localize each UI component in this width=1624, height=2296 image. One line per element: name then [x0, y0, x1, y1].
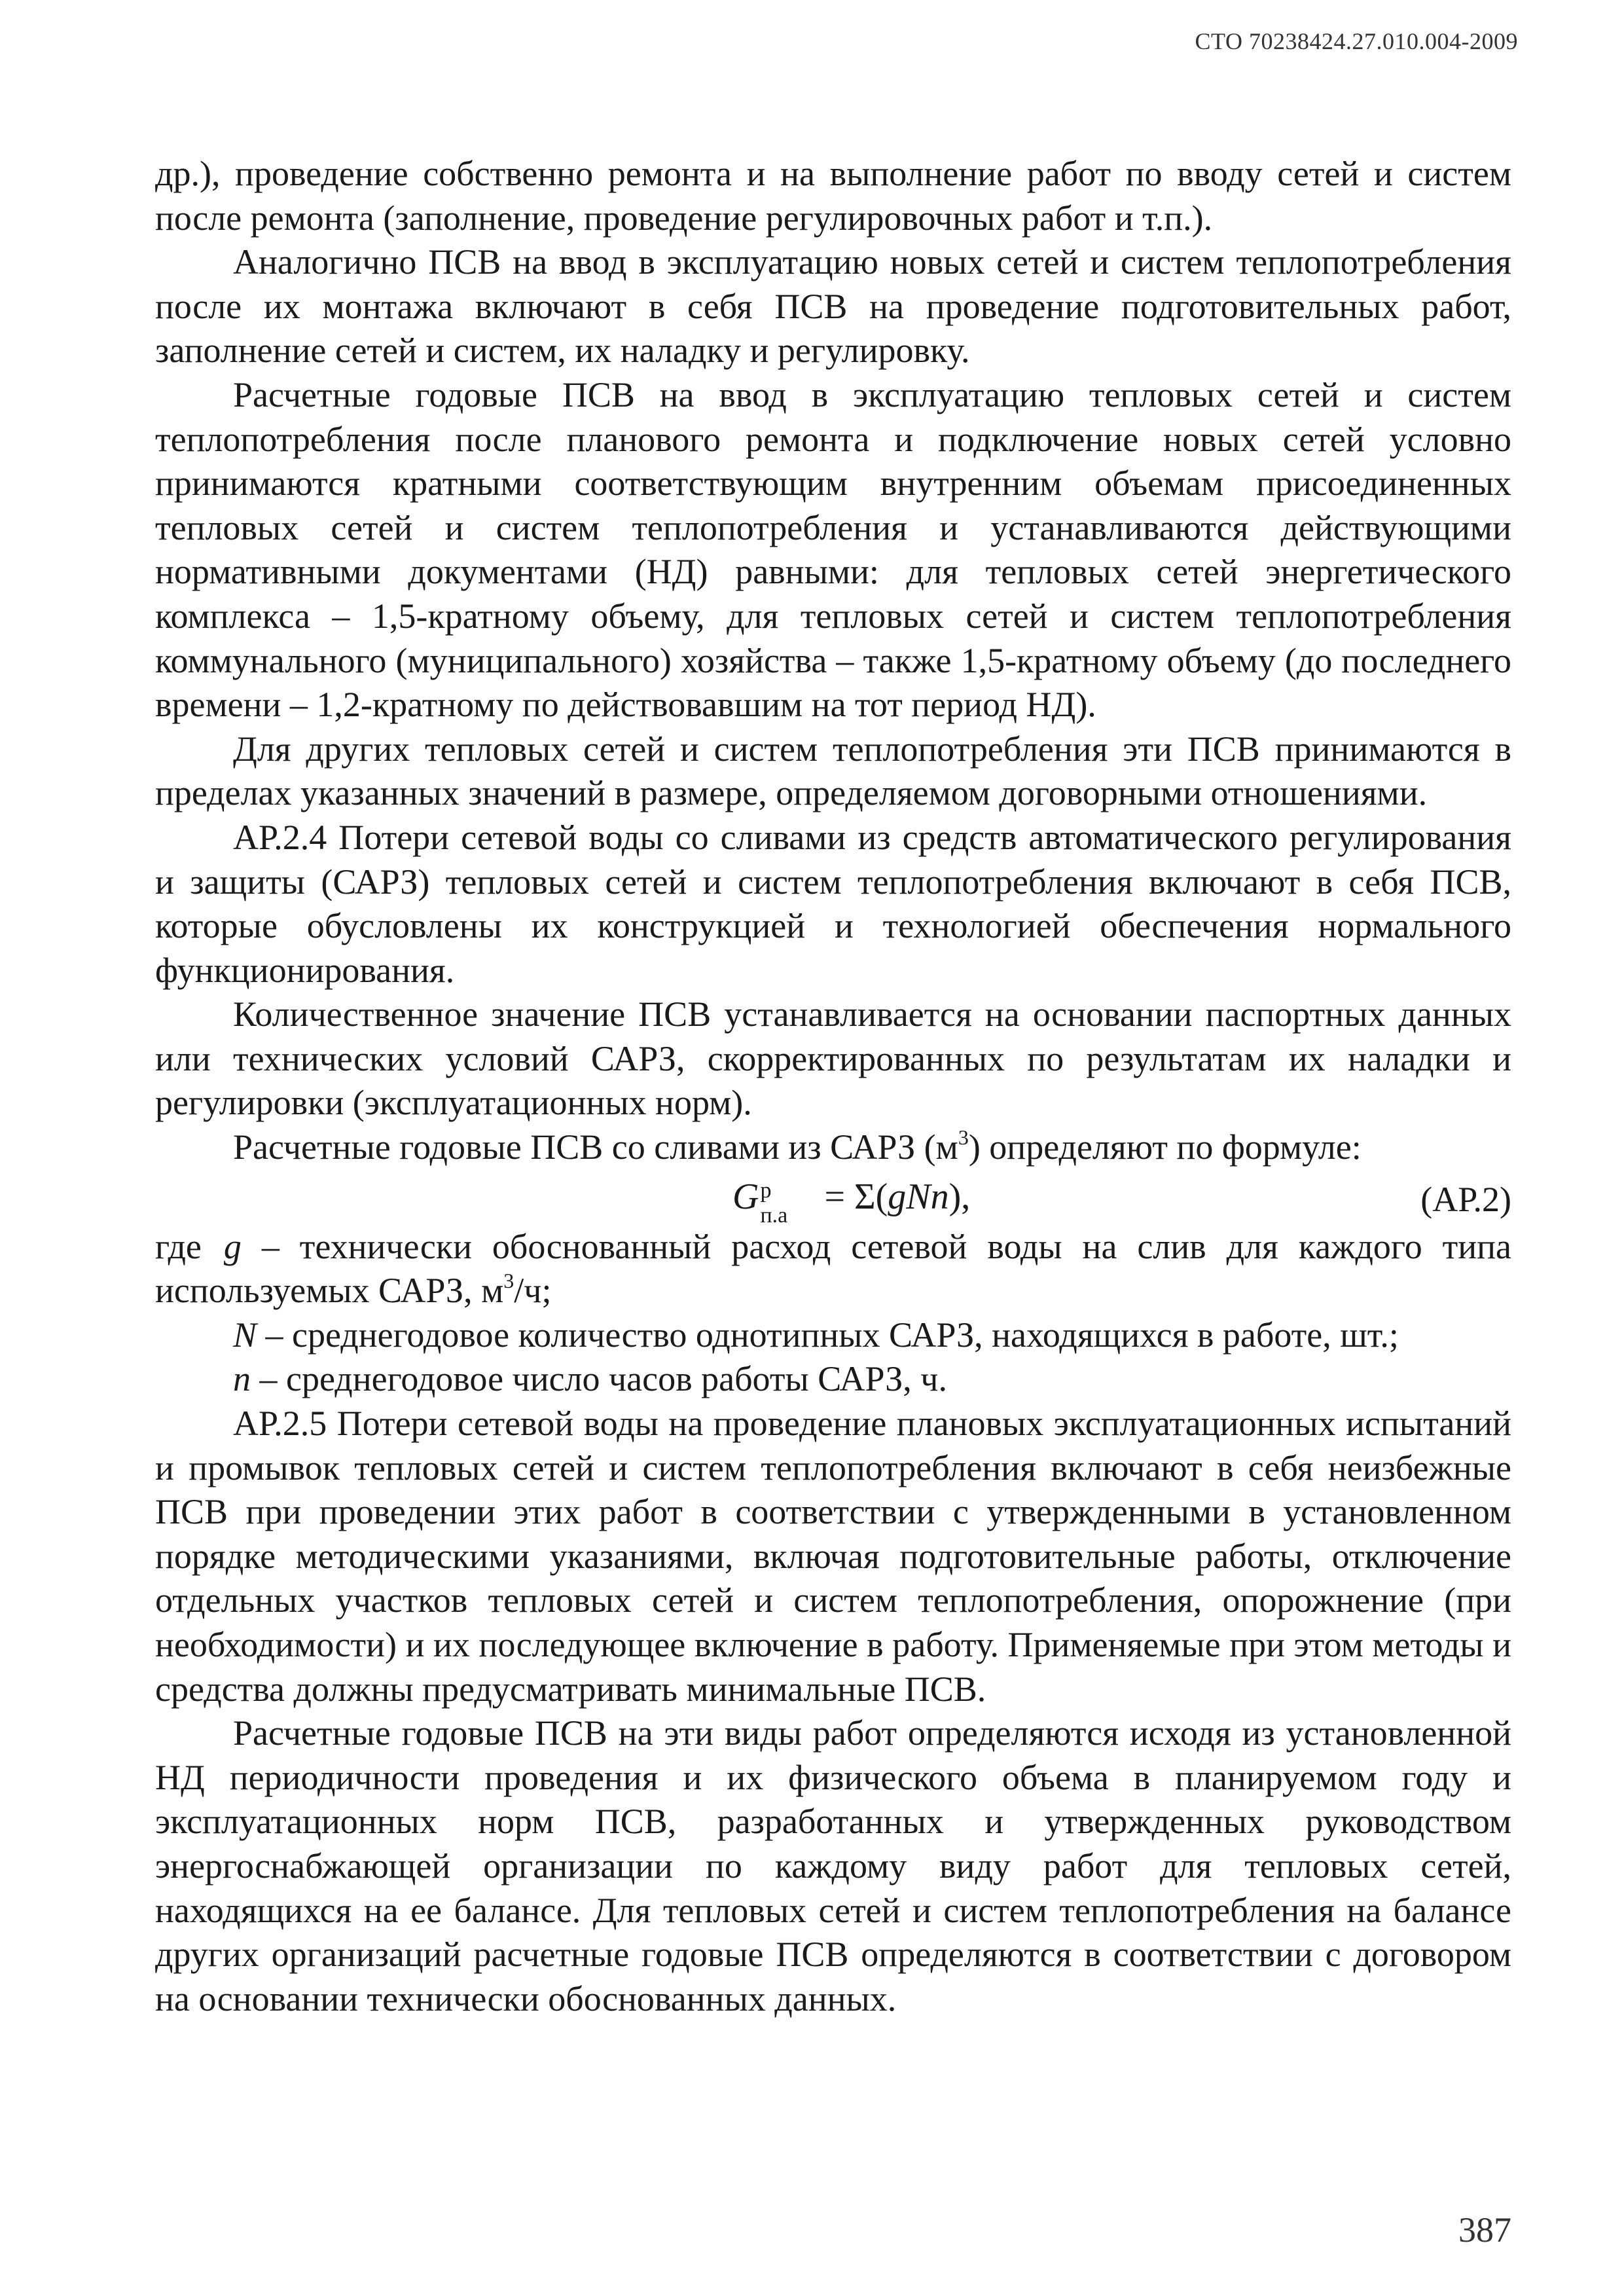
formula-intro-text: Расчетные годовые ПСВ со сливами из САРЗ (м	[233, 1127, 958, 1167]
page-body	[155, 152, 1511, 2021]
definition-g	[155, 1225, 1511, 1313]
paragraph: Для других тепловых сетей и систем теплопотребления эти ПСВ принимаются в пределах указанных значений в размере, определяемом договорными отношениями.	[155, 729, 1511, 813]
page-number: 387	[1458, 2210, 1511, 2250]
formula-subscript: п.а	[760, 1203, 788, 1228]
formula-ap2	[155, 1170, 1511, 1228]
definition-n	[155, 1357, 1511, 1402]
formula-rhs-vars: gNn	[888, 1176, 949, 1217]
formula-superscript: р	[760, 1178, 772, 1203]
where-label: где	[155, 1226, 202, 1266]
formula-intro	[155, 1125, 1511, 1170]
formula-lhs-symbol: G	[732, 1176, 759, 1217]
definition-N-text: – среднегодовое количество однотипных САРЗ, находящихся в работе, шт.;	[257, 1315, 1399, 1355]
formula-number: (АР.2)	[1420, 1179, 1511, 1219]
definition-n-text: – среднегодовое число часов работы САРЗ, ч.	[251, 1359, 947, 1399]
formula-rhs-suffix: ),	[948, 1176, 971, 1217]
paragraph: Расчетные годовые ПСВ на эти виды работ определяются исходя из установленной НД периодичности проведения и их физического объема в планируемом году и эксплуатационных норм ПСВ, разработанных и утвержденных руководством энергоснабжающей организации по каждому виду работ для тепловых сетей, находящихся на ее балансе. Для тепловых сетей и систем теплопотребления на балансе других организаций расчетные годовые ПСВ определяются в соответствии с договором на основании технически обоснованных данных.	[155, 1713, 1511, 2018]
symbol-g: g	[223, 1226, 242, 1266]
document-code: СТО 70238424.27.010.004-2009	[1195, 28, 1518, 54]
symbol-N: N	[233, 1315, 257, 1355]
definition-g-text: – технически обоснованный расход сетевой воды на слив для каждого типа используемых САРЗ, м	[155, 1226, 1511, 1311]
paragraph: Количественное значение ПСВ устанавливается на основании паспортных данных или технических условий САРЗ, скорректированных по результатам их наладки и регулировки (эксплуатационных норм).	[155, 994, 1511, 1123]
formula-rhs-prefix: = Σ(	[815, 1176, 888, 1217]
definition-g-unit: /ч;	[514, 1271, 552, 1311]
paragraph: Расчетные годовые ПСВ на ввод в эксплуатацию тепловых сетей и систем теплопотребления после планового ремонта и подключение новых сетей условно принимаются кратными соответствующим внутренним объемам присоединенных тепловых сетей и систем теплопотребления и устанавливаются действующими нормативными документами (НД) равными: для тепловых сетей энергетического комплекса – 1,5-кратному объему, для тепловых сетей и систем теплопотребления коммунального (муниципального) хозяйства – также 1,5-кратному объему (до последнего времени – 1,2-кратному по действовавшим на тот период НД).	[155, 374, 1511, 725]
definition-N	[155, 1313, 1511, 1358]
formula-indices	[759, 1178, 815, 1228]
symbol-n: n	[233, 1359, 251, 1399]
formula-expression	[732, 1175, 971, 1228]
paragraph: Аналогично ПСВ на ввод в эксплуатацию новых сетей и систем теплопотребления после их монтажа включают в себя ПСВ на проведение подготовительных работ, заполнение сетей и систем, их наладку и регулировку.	[155, 242, 1511, 371]
paragraph: АР.2.4 Потери сетевой воды со сливами из средств автоматического регулирования и защиты (САРЗ) тепловых сетей и систем теплопотребления включают в себя ПСВ, которые обусловлены их конструкцией и технологией обеспечения нормального функционирования.	[155, 817, 1511, 990]
unit-superscript: 3	[958, 1125, 969, 1150]
paragraph: др.), проведение собственно ремонта и на выполнение работ по вводу сетей и систем после ремонта (заполнение, проведение регулировочных работ и т.п.).	[155, 154, 1511, 238]
unit-superscript: 3	[503, 1269, 514, 1293]
formula-intro-text-end: ) определяют по формуле:	[968, 1127, 1362, 1167]
paragraph: АР.2.5 Потери сетевой воды на проведение плановых эксплуатационных испытаний и промывок тепловых сетей и систем теплопотребления включают в себя неизбежные ПСВ при проведении этих работ в соответствии с утвержденными в установленном порядке методическими указаниями, включая подготовительные работы, отключение отдельных участков тепловых сетей и систем теплопотребления, опорожнение (при необходимости) и их последующее включение в работу. Применяемые при этом методы и средства должны предусматривать минимальные ПСВ.	[155, 1404, 1511, 1709]
